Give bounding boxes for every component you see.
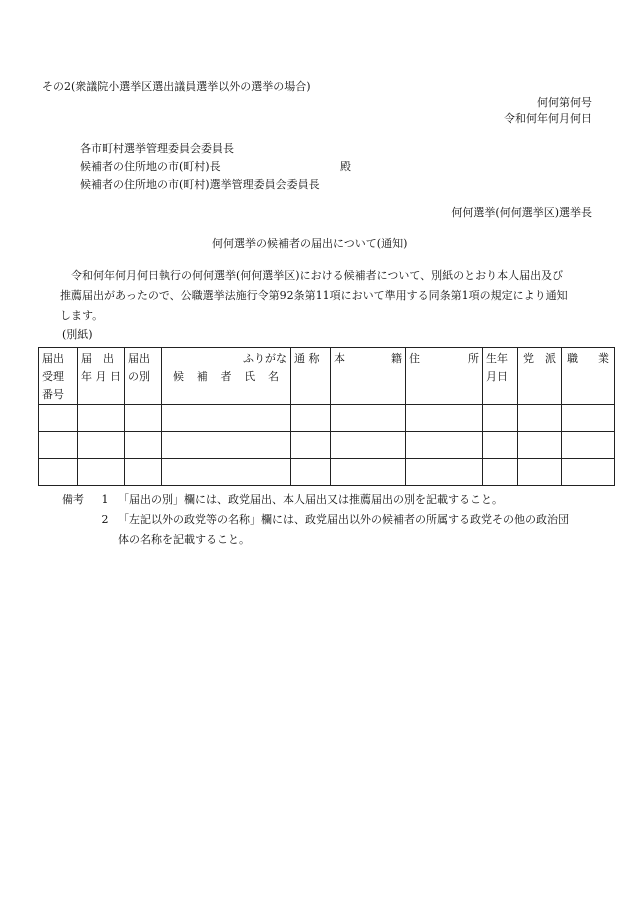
table-cell: [291, 405, 331, 432]
header-char: 住: [409, 352, 420, 365]
header-char: 所: [468, 352, 479, 365]
header-char: 本: [334, 352, 345, 365]
note-continuation: 体の名称を記載すること。: [118, 533, 250, 546]
header-text: の別: [128, 370, 150, 383]
table-cell: [331, 405, 406, 432]
header-char: 氏: [244, 370, 256, 383]
table-cell: [78, 459, 125, 486]
header-address: [406, 348, 483, 405]
note-text: 「左記以外の政党等の名称」欄には、政党届出以外の候補者の所属する政党その他の政治団: [118, 513, 569, 526]
table-cell: [406, 405, 483, 432]
table-cell: [518, 432, 562, 459]
table-cell: [39, 405, 78, 432]
header-filing-type: [125, 348, 162, 405]
table-cell: [162, 432, 291, 459]
table-cell: [483, 405, 518, 432]
body-paragraph: [60, 266, 608, 326]
attachment-label: (別紙): [62, 328, 93, 341]
header-text: [521, 350, 558, 368]
notes-label: 備考: [62, 493, 84, 506]
header-filing-date: [78, 348, 125, 405]
table-cell: [39, 432, 78, 459]
header-char: 候: [173, 370, 184, 383]
table-cell: [331, 459, 406, 486]
sender: 何何選挙(何何選挙区)選挙長: [451, 206, 592, 219]
document-date: 令和何年何月何日: [504, 112, 592, 125]
table-cell: [78, 405, 125, 432]
note-item-1: [62, 490, 610, 510]
table-cell: [483, 432, 518, 459]
note-number: 2: [101, 513, 109, 526]
header-text: 番号: [42, 388, 64, 401]
body-line: 令和何年何月何日執行の何何選挙(何何選挙区)における候補者について、別紙のとおり本人届出及び: [60, 269, 564, 282]
header-text: [334, 350, 402, 368]
table-cell: [562, 432, 615, 459]
table-cell: [518, 405, 562, 432]
heading: その2(衆議院小選挙区選出議員選挙以外の選挙の場合): [42, 80, 311, 93]
table-cell: [291, 432, 331, 459]
table-header-row: [39, 348, 615, 405]
addressee-1: 各市町村選挙管理委員会委員長: [80, 142, 234, 155]
table-cell: [406, 459, 483, 486]
table-cell: [291, 459, 331, 486]
addressee-2: 候補者の住所地の市(町村)長: [80, 160, 221, 173]
header-domicile: [331, 348, 406, 405]
header-party: [518, 348, 562, 405]
header-name-label: [165, 368, 287, 386]
header-receipt-no: [39, 348, 78, 405]
honorific: 殿: [340, 160, 351, 173]
table-cell: [331, 432, 406, 459]
note-text: 「届出の別」欄には、政党届出、本人届出又は推薦届出の別を記載すること。: [118, 493, 503, 506]
table-cell: [406, 432, 483, 459]
header-candidate-name: [162, 348, 291, 405]
header-char: 職: [567, 352, 578, 365]
document-number: 何何第何号: [537, 96, 592, 109]
table-cell: [78, 432, 125, 459]
table-cell: [39, 459, 78, 486]
table-cell: [125, 432, 162, 459]
header-char: 名: [268, 370, 279, 383]
header-char: 派: [545, 352, 556, 365]
candidate-table: [38, 347, 615, 486]
header-text: 届 出: [81, 352, 114, 365]
header-char: 業: [598, 352, 609, 365]
document-title: 何何選挙の候補者の届出について(通知): [212, 237, 408, 250]
header-text: 届出: [42, 352, 64, 365]
table-cell: [518, 459, 562, 486]
note-spacer: [62, 510, 92, 530]
table-cell: [562, 459, 615, 486]
table-row: [39, 405, 615, 432]
header-text: 生年: [486, 352, 508, 365]
header-char: 党: [523, 352, 534, 365]
table-cell: [125, 405, 162, 432]
body-line: 推薦届出があったので、公職選挙法施行令第92条第11項において準用する同条第1項の規定により通知: [60, 289, 568, 302]
addressee-3: 候補者の住所地の市(町村)選挙管理委員会委員長: [80, 178, 320, 191]
header-birth: [483, 348, 518, 405]
note-number: 1: [101, 493, 109, 506]
table-cell: [562, 405, 615, 432]
header-text: [565, 350, 611, 368]
header-char: 補: [196, 370, 208, 383]
header-alias: [291, 348, 331, 405]
header-text: ふりがな: [243, 352, 287, 365]
header-text: 月日: [486, 370, 508, 383]
table-row: [39, 459, 615, 486]
header-text: 届出: [128, 352, 150, 365]
table-cell: [483, 459, 518, 486]
table-cell: [162, 405, 291, 432]
table-cell: [125, 459, 162, 486]
header-text: 受理: [42, 370, 64, 383]
header-text: 年 月 日: [81, 370, 121, 383]
body-line: します。: [60, 309, 104, 322]
table-row: [39, 432, 615, 459]
header-char: 者: [220, 370, 232, 383]
header-text: 通 称: [294, 352, 320, 365]
header-char: 籍: [391, 352, 402, 365]
note-item-2: [62, 510, 610, 530]
header-occupation: [562, 348, 615, 405]
header-text: [409, 350, 479, 368]
table-cell: [162, 459, 291, 486]
notes-section: [62, 490, 610, 550]
